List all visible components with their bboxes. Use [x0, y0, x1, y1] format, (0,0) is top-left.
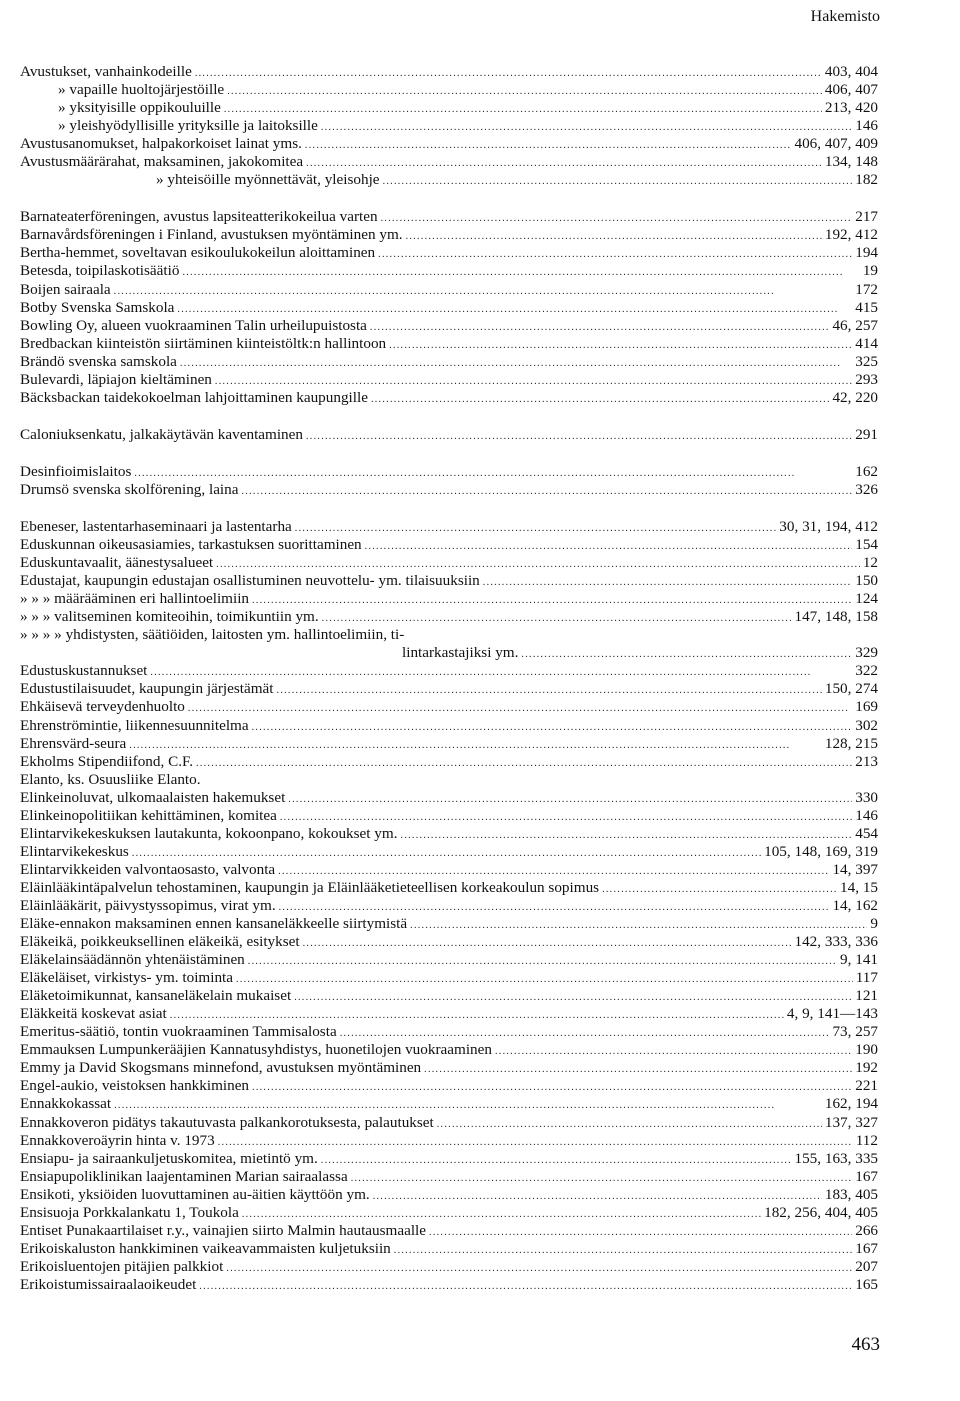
index-entry: [20, 626, 878, 644]
entry-text: Drumsö svenska skolförening, laina: [20, 480, 239, 498]
index-entry: [20, 353, 878, 371]
entry-text: Erikoisluentojen pitäjien palkkiot: [20, 1257, 224, 1275]
entry-text: Ennakkoveroäyrin hinta v. 1973: [20, 1131, 215, 1149]
entry-pages: 403, 404: [824, 63, 878, 80]
entry-text: Ensiapu- ja sairaankuljetuskomitea, mietintö ym.: [20, 1149, 318, 1167]
index-entry: [20, 281, 878, 299]
dot-leader: [305, 137, 792, 153]
page-header-title: Hakemisto: [810, 8, 880, 25]
entry-text: Botby Svenska Samskola: [20, 298, 175, 316]
entry-pages: 124: [855, 590, 878, 608]
entry-text: Eläkeikä, poikkeuksellinen eläkeikä, esitykset: [20, 933, 300, 951]
entry-pages: 162, 194: [824, 1095, 878, 1113]
dot-leader: [373, 1188, 822, 1204]
entry-text: » yksityisille oppikouluille: [58, 99, 221, 117]
entry-pages: 217: [855, 208, 878, 226]
entry-pages: 221: [855, 1077, 878, 1095]
index-entry: [20, 226, 878, 244]
entry-pages: 415: [855, 298, 878, 316]
index-entry: [20, 590, 878, 608]
index-group: [20, 208, 878, 407]
index-entry: [20, 698, 878, 716]
entry-pages: 134, 148: [824, 153, 878, 171]
entry-pages: 112: [855, 1131, 878, 1149]
entry-pages: 207: [855, 1257, 878, 1275]
entry-pages: 30, 31, 194, 412: [779, 517, 878, 535]
index-entry: [20, 244, 878, 262]
index-entry: [20, 1041, 878, 1059]
entry-pages: 414: [855, 334, 878, 352]
dot-leader: [288, 791, 852, 807]
entry-pages: 172: [855, 280, 878, 298]
dot-leader: [370, 319, 830, 335]
entry-pages: 162: [855, 462, 878, 480]
entry-text: Eläkeläiset, virkistys- ym. toiminta: [20, 969, 234, 987]
entry-pages: 42, 220: [832, 388, 878, 406]
index-entry: [20, 933, 878, 951]
entry-text: Boijen sairaala: [20, 280, 111, 298]
index-entry: [20, 771, 878, 789]
index-entry: [20, 680, 878, 698]
entry-pages: 192: [855, 1059, 878, 1077]
entry-text: Elinkeinopolitiikan kehittäminen, komitea: [20, 806, 277, 824]
dot-leader: [340, 1025, 830, 1041]
index-entry: [20, 389, 878, 407]
entry-text: Barnateaterföreningen, avustus lapsiteatterikokeilua varten: [20, 208, 378, 226]
dot-leader: [177, 301, 852, 317]
index-entry: [20, 644, 878, 662]
entry-text: Engel-aukio, veistoksen hankkiminen: [20, 1077, 250, 1095]
entry-pages: 454: [855, 824, 878, 842]
index-entry: [20, 463, 878, 481]
dot-leader: [180, 355, 852, 371]
dot-leader: [216, 556, 860, 572]
entry-text: Erikoistumissairaalaoikeudet: [20, 1275, 197, 1293]
entry-pages: 291: [855, 425, 878, 443]
entry-text: Ensiapupoliklinikan laajentaminen Marian sairaalassa: [20, 1167, 348, 1185]
entry-text: » vapaille huoltojärjestöille: [58, 81, 225, 99]
entry-text: » » » » yhdistysten, säätiöiden, laitosten ym. hallintoelimiin, ti-: [20, 626, 405, 644]
entry-pages: 46, 257: [832, 316, 878, 334]
entry-text: Bertha-hemmet, soveltavan esikoulukokeilun aloittaminen: [20, 244, 376, 262]
entry-pages: 9, 141: [840, 951, 878, 969]
dot-leader: [429, 1224, 852, 1240]
dot-leader: [150, 664, 852, 680]
dot-leader: [134, 465, 852, 481]
entry-text: Eläkelainsäädännön yhtenäistäminen: [20, 951, 245, 969]
entry-text: Avustukset, vanhainkodeille: [20, 63, 192, 80]
dot-leader: [195, 65, 822, 81]
entry-text: Edustuskustannukset: [20, 662, 148, 680]
entry-text: Eläinlääkärit, päivystyssopimus, virat ym.: [20, 896, 276, 914]
dot-leader: [227, 83, 822, 99]
index-entry: [20, 717, 878, 735]
entry-text: Eläkkeitä koskevat asiat: [20, 1005, 167, 1023]
entry-text: Ensikoti, yksiöiden luovuttaminen au-äitien käyttöön ym.: [20, 1185, 370, 1203]
entry-pages: 182, 256, 404, 405: [764, 1203, 878, 1221]
dot-leader: [294, 989, 852, 1005]
dot-leader: [280, 809, 852, 825]
dot-leader: [389, 337, 852, 353]
entry-text: Ehkäisevä terveydenhuolto: [20, 698, 185, 716]
entry-text: Betesda, toipilaskotisäätiö: [20, 262, 180, 280]
entry-text: lintarkastajiksi ym.: [402, 644, 519, 662]
dot-leader: [114, 1097, 822, 1113]
index-entry: [20, 371, 878, 389]
entry-text: » yhteisöille myönnettävät, yleisohje: [156, 171, 380, 189]
dot-leader: [437, 1116, 822, 1132]
entry-pages: 150: [855, 572, 878, 590]
dot-leader: [129, 737, 822, 753]
index-entry: [20, 135, 878, 153]
dot-leader: [277, 682, 822, 698]
entry-pages: 150, 274: [824, 680, 878, 698]
index-entry: [20, 879, 878, 897]
dot-leader: [196, 755, 852, 771]
index-entry: [20, 951, 878, 969]
dot-leader: [224, 101, 822, 117]
entry-pages: 142, 333, 336: [794, 933, 878, 951]
index-entry: [20, 117, 878, 135]
dot-leader: [371, 391, 829, 407]
index-entry: [20, 536, 878, 554]
dot-leader: [188, 700, 852, 716]
entry-text: » » » määrääminen eri hallintoelimiin: [20, 590, 250, 608]
index-entry: [20, 1222, 878, 1240]
dot-leader: [410, 917, 867, 933]
dot-leader: [252, 592, 852, 608]
entry-text: Eläketoimikunnat, kansaneläkelain mukaiset: [20, 987, 292, 1005]
entry-pages: 213, 420: [824, 99, 878, 117]
index-entry: [20, 317, 878, 335]
index-group: [20, 518, 878, 1294]
entry-pages: 182: [855, 171, 878, 189]
entry-pages: 73, 257: [832, 1023, 878, 1041]
entry-pages: 302: [855, 716, 878, 734]
entry-text: Bowling Oy, alueen vuokraaminen Talin urheilupuistosta: [20, 316, 367, 334]
entry-pages: 4, 9, 141—143: [786, 1005, 878, 1023]
dot-leader: [401, 827, 853, 843]
dot-leader: [170, 1007, 784, 1023]
dot-leader: [252, 1079, 852, 1095]
entry-pages: 329: [855, 644, 878, 662]
entry-pages: 147, 148, 158: [794, 608, 878, 626]
index-entry: [20, 1077, 878, 1095]
dot-leader: [321, 119, 852, 135]
index-entry: [20, 1258, 878, 1276]
index-entry: [20, 518, 878, 536]
entry-text: Caloniuksenkatu, jalkakäytävän kaventaminen: [20, 425, 303, 443]
dot-leader: [306, 155, 822, 171]
entry-pages: 213: [855, 752, 878, 770]
entry-pages: 326: [855, 480, 878, 498]
dot-leader: [394, 1242, 852, 1258]
entry-pages: 137, 327: [824, 1113, 878, 1131]
index-entry: [20, 662, 878, 680]
entry-text: » yleishyödyllisille yrityksille ja laitoksille: [58, 117, 318, 135]
dot-leader: [295, 520, 776, 536]
dot-leader: [248, 953, 837, 969]
entry-text: Elintarvikkeiden valvontaosasto, valvonta: [20, 860, 276, 878]
entry-pages: 146: [855, 117, 878, 135]
index-entry: [20, 1168, 878, 1186]
index-group: [20, 463, 878, 499]
index-entry: [20, 554, 878, 572]
entry-text: Eläinlääkintäpalvelun tehostaminen, kaupungin ja Eläinlääketieteellisen korkeakoulun sopimus: [20, 878, 600, 896]
entry-text: Elintarvikekeskus: [20, 842, 129, 860]
entry-text: Eduskuntavaalit, äänestysalueet: [20, 554, 214, 572]
entry-text: Ennakkoveron pidätys takautuvasta palkankorotuksesta, palautukset: [20, 1113, 434, 1131]
entry-text: Emmauksen Lumpunkerääjien Kannatusyhdistys, huonetilojen vuokraaminen: [20, 1041, 492, 1059]
index-entry: [20, 63, 878, 81]
entry-pages: 406, 407: [824, 81, 878, 99]
entry-text: Elanto, ks. Osuusliike Elanto.: [20, 770, 201, 788]
index-entry: [20, 1132, 878, 1150]
entry-text: Elintarvikekeskuksen lautakunta, kokoonpano, kokoukset ym.: [20, 824, 398, 842]
index-entry: [20, 426, 878, 444]
entry-pages: 12: [862, 554, 878, 572]
index-entry: [20, 99, 878, 117]
index-entry: [20, 1095, 878, 1113]
entry-text: Emeritus-säätiö, tontin vuokraaminen Tammisalosta: [20, 1023, 337, 1041]
index-entry: [20, 572, 878, 590]
dot-leader: [215, 373, 852, 389]
entry-text: Erikoiskaluston hankkiminen vaikeavammaisten kuljetuksiin: [20, 1239, 391, 1257]
dot-leader: [424, 1061, 852, 1077]
entry-pages: 14, 15: [840, 878, 878, 896]
entry-pages: 167: [855, 1239, 878, 1257]
index-entry: [20, 915, 878, 933]
index-list: [20, 63, 878, 1313]
entry-pages: 169: [855, 698, 878, 716]
entry-text: Barnavårdsföreningen i Finland, avustuksen myöntäminen ym.: [20, 226, 403, 244]
index-entry: [20, 1150, 878, 1168]
entry-pages: 14, 397: [832, 860, 878, 878]
entry-pages: 406, 407, 409: [794, 135, 878, 153]
dot-leader: [381, 210, 853, 226]
dot-leader: [406, 228, 822, 244]
index-entry: [20, 897, 878, 915]
entry-pages: 154: [855, 536, 878, 554]
entry-text: Bäcksbackan taidekokoelman lahjoittaminen kaupungille: [20, 388, 368, 406]
dot-leader: [351, 1170, 853, 1186]
entry-text: Ekholms Stipendiifond, C.F.: [20, 752, 194, 770]
entry-pages: 155, 163, 335: [794, 1149, 878, 1167]
dot-leader: [495, 1043, 852, 1059]
index-entry: [20, 81, 878, 99]
entry-pages: 190: [855, 1041, 878, 1059]
entry-text: Entiset Punakaartilaiset r.y., vainajien siirto Malmin hautausmaalle: [20, 1221, 427, 1239]
entry-pages: 192, 412: [824, 226, 878, 244]
index-entry: [20, 987, 878, 1005]
index-group: [20, 63, 878, 189]
index-entry: [20, 861, 878, 879]
entry-pages: 117: [855, 969, 878, 987]
entry-pages: 19: [862, 262, 878, 280]
entry-text: Edustustilaisuudet, kaupungin järjestämät: [20, 680, 274, 698]
index-entry: [20, 1186, 878, 1204]
dot-leader: [114, 283, 853, 299]
dot-leader: [521, 646, 852, 662]
index-entry: [20, 335, 878, 353]
entry-pages: 293: [855, 370, 878, 388]
entry-pages: 183, 405: [824, 1185, 878, 1203]
index-entry: [20, 735, 878, 753]
index-entry: [20, 1204, 878, 1222]
entry-pages: 128, 215: [824, 734, 878, 752]
entry-text: Bulevardi, läpiajon kieltäminen: [20, 370, 212, 388]
entry-text: Edustajat, kaupungin edustajan osallistuminen neuvottelu- ym. tilaisuuksiin: [20, 572, 480, 590]
entry-pages: 194: [855, 244, 878, 262]
entry-text: Ebeneser, lastentarhaseminaari ja lastentarha: [20, 517, 292, 535]
index-entry: [20, 843, 878, 861]
entry-pages: 105, 148, 169, 319: [764, 842, 878, 860]
entry-text: Avustusmäärärahat, maksaminen, jakokomitea: [20, 153, 304, 171]
entry-text: Bredbackan kiinteistön siirtäminen kiinteistöltk:n hallintoon: [20, 334, 387, 352]
entry-text: Avustusanomukset, halpakorkoiset lainat yms.: [20, 135, 302, 153]
entry-pages: 325: [855, 352, 878, 370]
index-entry: [20, 299, 878, 317]
entry-pages: 322: [855, 662, 878, 680]
index-entry: [20, 1276, 878, 1294]
dot-leader: [218, 1134, 853, 1150]
dot-leader: [242, 483, 853, 499]
index-entry: [20, 208, 878, 226]
entry-text: Ehrensvärd-seura: [20, 734, 127, 752]
dot-leader: [322, 610, 792, 626]
index-entry: [20, 1240, 878, 1258]
entry-text: Brändö svenska samskola: [20, 352, 177, 370]
dot-leader: [303, 935, 792, 951]
dot-leader: [365, 538, 853, 554]
index-entry: [20, 608, 878, 626]
dot-leader: [279, 899, 830, 915]
index-entry: [20, 262, 878, 280]
dot-leader: [199, 1278, 852, 1294]
entry-pages: 14, 162: [832, 896, 878, 914]
dot-leader: [378, 246, 852, 262]
index-entry: [20, 789, 878, 807]
entry-pages: 266: [855, 1221, 878, 1239]
dot-leader: [242, 1206, 761, 1222]
entry-text: Eläke-ennakon maksaminen ennen kansaneläkkeelle siirtymistä: [20, 915, 408, 933]
dot-leader: [226, 1260, 852, 1276]
entry-pages: 330: [855, 788, 878, 806]
index-entry: [20, 1059, 878, 1077]
entry-pages: 146: [855, 806, 878, 824]
index-entry: [20, 969, 878, 987]
index-entry: [20, 825, 878, 843]
entry-text: Ennakkokassat: [20, 1095, 112, 1113]
index-entry: [20, 1023, 878, 1041]
entry-pages: 167: [855, 1167, 878, 1185]
page-number: 463: [851, 1334, 880, 1355]
entry-text: » » » valitseminen komiteoihin, toimikuntiin ym.: [20, 608, 319, 626]
entry-text: Ensisuoja Porkkalankatu 1, Toukola: [20, 1203, 239, 1221]
index-group: [20, 426, 878, 444]
entry-text: Eduskunnan oikeusasiamies, tarkastuksen suorittaminen: [20, 536, 362, 554]
dot-leader: [278, 863, 829, 879]
index-entry: [20, 807, 878, 825]
index-entry: [20, 1005, 878, 1023]
entry-pages: 121: [855, 987, 878, 1005]
dot-leader: [252, 719, 853, 735]
dot-leader: [321, 1152, 792, 1168]
dot-leader: [602, 881, 837, 897]
dot-leader: [306, 428, 852, 444]
entry-pages: 165: [855, 1275, 878, 1293]
entry-text: Ehrenströmintie, liikennesuunnitelma: [20, 716, 249, 734]
entry-text: Desinfioimislaitos: [20, 462, 132, 480]
dot-leader: [182, 264, 859, 280]
entry-text: Emmy ja David Skogsmans minnefond, avustuksen myöntäminen: [20, 1059, 422, 1077]
index-entry: [20, 753, 878, 771]
dot-leader: [236, 971, 853, 987]
index-entry: [20, 171, 878, 189]
entry-pages: 9: [870, 915, 878, 933]
dot-leader: [483, 574, 852, 590]
dot-leader: [132, 845, 761, 861]
index-entry: [20, 1114, 878, 1132]
dot-leader: [383, 173, 853, 189]
index-entry: [20, 481, 878, 499]
entry-text: Elinkeinoluvat, ulkomaalaisten hakemukset: [20, 788, 286, 806]
index-entry: [20, 153, 878, 171]
